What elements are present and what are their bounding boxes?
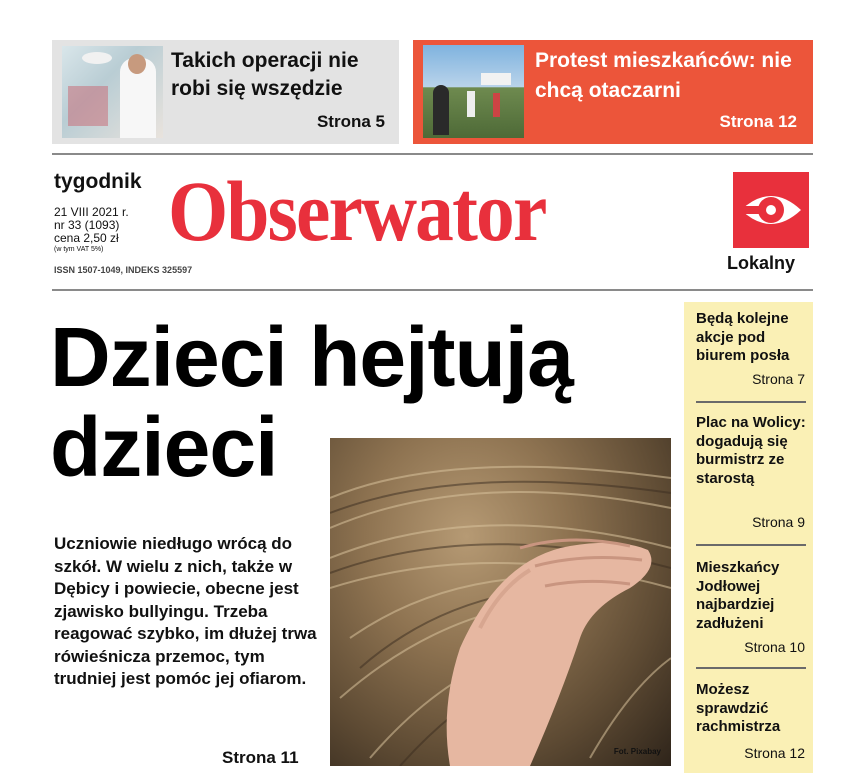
headline-line-2: dzieci (50, 400, 278, 494)
photo-credit: Fot. Pixabay (613, 747, 661, 756)
lead-text: Uczniowie niedługo wrócą do szkół. W wielu z nich, także w Dębicy i powiecie, obecne jest zjawisko bullyingu. Trzeba reagować szybko, im dłużej trwa rówieśnicza przemoc, tym trudniej jest pomóc jej ofiarom. (54, 534, 317, 688)
sidebar-item-title[interactable]: Plac na Wolicy: dogadują się burmistrz ze starostą (696, 414, 806, 487)
divider (52, 153, 813, 155)
lead-page-ref: Strona 11 (222, 748, 299, 767)
hair-hand-illustration (330, 438, 671, 766)
photo-van (481, 73, 511, 85)
photo-equipment (68, 86, 108, 126)
issue-price: cena 2,50 zł (54, 231, 119, 245)
sidebar-divider (696, 544, 806, 546)
headline-line-1: Dzieci hejtują (50, 310, 573, 404)
issue-info (54, 206, 129, 254)
sidebar-item-title[interactable]: Będą kolejne akcje pod biurem posła (696, 310, 790, 364)
photo-doctor-head (128, 54, 146, 74)
teaser-protest[interactable] (413, 40, 813, 144)
teaser-page: Strona 5 (316, 112, 385, 131)
sidebar-item-page: Strona 12 (744, 745, 805, 761)
issn: ISSN 1507-1049, INDEKS 325597 (54, 265, 193, 275)
sidebar-divider (696, 667, 806, 669)
photo-person (493, 93, 500, 117)
newspaper-subtitle: Lokalny (727, 253, 796, 273)
sidebar-item-page: Strona 9 (752, 514, 805, 530)
sidebar-item-title[interactable]: Możesz sprawdzić rachmistrza (696, 681, 781, 735)
newspaper-title: Obserwator (168, 163, 546, 259)
issue-number: nr 33 (1093) (54, 218, 120, 232)
eye-logo-icon (733, 172, 809, 248)
teaser-photo-doctor (62, 46, 163, 138)
photo-person (467, 91, 475, 117)
sidebar-item-title[interactable]: Mieszkańcy Jodłowej najbardziej zadłużeni (696, 559, 780, 632)
teaser-operations[interactable] (52, 40, 399, 144)
divider (52, 289, 813, 291)
teaser-page: Strona 12 (719, 112, 797, 131)
main-photo (330, 438, 671, 766)
issue-vat: (w tym VAT 5%) (54, 246, 104, 253)
masthead-weekly: tygodnik (54, 170, 142, 193)
issue-date: 21 VIII 2021 r. (54, 205, 129, 219)
sidebar-teasers (684, 302, 813, 773)
teaser-photo-protest (423, 45, 524, 138)
teaser-title: Protest mieszkańców: nie chcą otaczarni (535, 49, 792, 102)
sidebar-item-page: Strona 7 (752, 371, 805, 387)
photo-person (433, 85, 449, 135)
sidebar-divider (696, 401, 806, 403)
photo-lamp (82, 52, 112, 64)
sidebar-item-page: Strona 10 (744, 639, 805, 655)
teaser-title: Takich operacji nie robi się wszędzie (171, 49, 359, 100)
